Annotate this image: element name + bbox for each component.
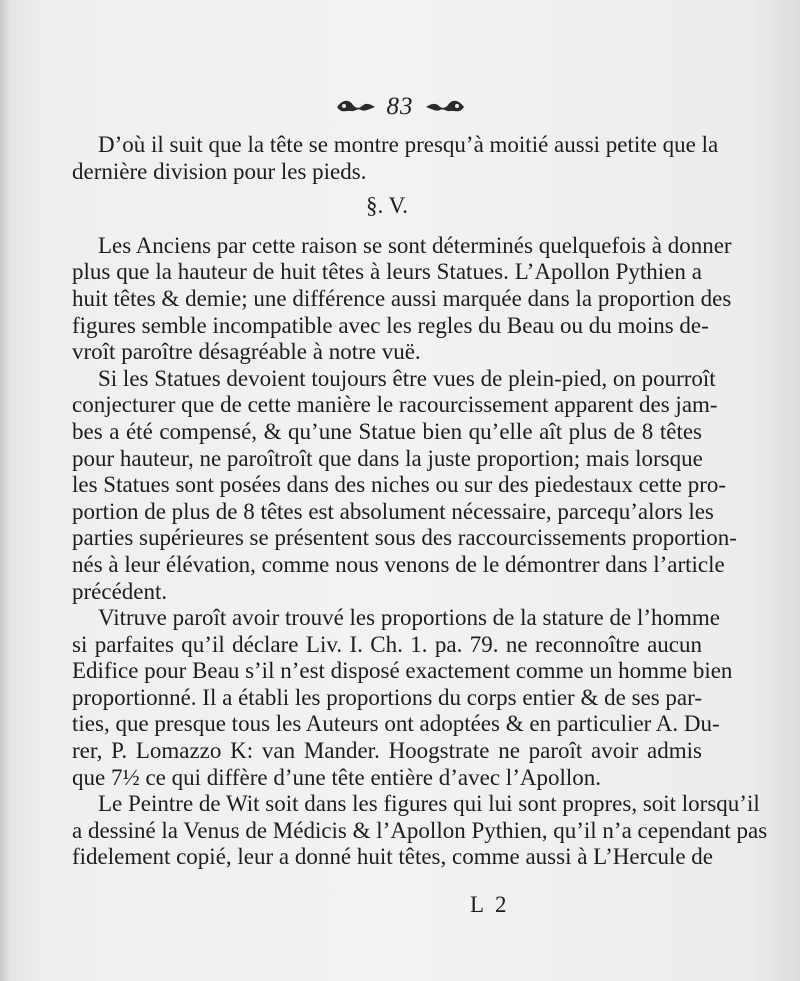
text-line: Edifice pour Beau s’il n’est disposé exactement comme un homme bien [72,658,733,684]
text-line: bes a été compensé, & qu’une Statue bien qu’elle aît plus de 8 têtes [72,418,702,444]
text-line: rer, P. Lomazzo K: van Mander. Hoogstrate ne paroît avoir admis [72,738,702,764]
section-heading: §. V. [366,193,408,219]
text-line: précédent. [72,578,168,604]
text-line: les Statues sont posées dans des niches ou sur des piedestaux cette pro- [72,472,727,498]
right-ornament-icon [424,97,466,117]
left-ornament-icon [335,97,377,117]
text-line: Si les Statues devoient toujours être vues de plein-pied, on pourroît [98,365,716,391]
text-line: figures semble incompatible avec les regles du Beau ou du moins de- [72,312,709,338]
text-line: plus que la hauteur de huit têtes à leurs Statues. L’Apollon Pythien a [72,259,702,285]
text-line: portion de plus de 8 têtes est absolument nécessaire, parcequ’alors les [72,498,714,524]
text-line: pour hauteur, ne paroîtroît que dans la juste proportion; mais lorsque [72,445,703,471]
text-line: D’où il suit que la tête se montre presqu’à moitié aussi petite que la [98,132,719,157]
text-line: proportionné. Il a établi les proportions du corps entier & de ses par- [72,684,702,710]
text-line: conjecturer que de cette manière le racourcissement apparent des jam- [72,392,718,418]
page-body [72,132,768,871]
text-line: a dessiné la Venus de Médicis & l’Apollon Pythien, qu’il n’a cependant pas [72,817,768,843]
text-line: si parfaites qu’il déclare Liv. I. Ch. 1. pa. 79. ne reconnoître aucun [72,631,702,657]
page-gutter-shadow [0,0,10,981]
signature-mark: L 2 [470,892,510,917]
text-line: huit têtes & demie; une différence aussi marquée dans la proportion des [72,285,732,311]
text-line: vroît paroître désagréable à notre vuë. [72,339,421,365]
text-line: Le Peintre de Wit soit dans les figures qui lui sont propres, soit lorsqu’il [98,791,760,817]
text-line: Vitruve paroît avoir trouvé les proportions de la stature de l’homme [98,605,720,631]
text-line: fidelement copié, leur a donné huit têtes, comme aussi à L’Hercule de [72,844,714,870]
text-line: dernière division pour les pieds. [72,158,367,184]
text-line: parties supérieures se présentent sous des raccourcissements proportion- [72,525,737,551]
text-line: nés à leur élévation, comme nous venons de le démontrer dans l’article [72,551,725,577]
text-line: Les Anciens par cette raison se sont déterminés quelquefois à donner [98,232,732,258]
text-line: que 7½ ce qui diffère d’une tête entière d’avec l’Apollon. [72,764,601,790]
text-line: ties, que presque tous les Auteurs ont adoptées & en particulier A. Du- [72,711,720,737]
page-header [0,92,800,122]
page-number: 83 [386,93,414,120]
